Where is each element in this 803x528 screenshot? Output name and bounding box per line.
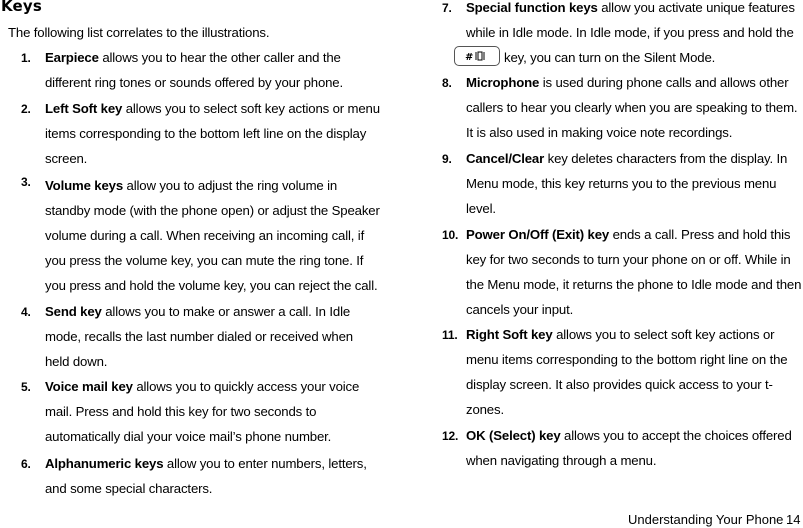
item-line: volume during a call. When receiving an incoming call, if [45,228,365,243]
item-number: 8. [442,76,452,90]
item-line: you press and hold the volume key, you can reject the call. [45,278,378,293]
list-item [0,70,797,145]
item-number: 4. [21,305,31,319]
item-line: # key, you can turn on the Silent Mode. [466,45,795,70]
item-line: It is also used in making voice note recordings. [466,125,733,140]
footer-section-title: Understanding Your Phone [628,512,784,527]
list-item [0,0,795,70]
item-number: 1. [21,51,31,65]
item-term: Left Soft key [45,101,123,116]
item-line: Power On/Off (Exit) key ends a call. Press and hold this [466,227,791,242]
item-term: Send key [45,304,102,319]
hash-vibrate-key-icon [454,46,500,66]
section-heading: Keys [1,0,43,15]
list-item [0,322,787,422]
page-number: 14 [786,512,801,527]
item-line: Volume keys allow you to adjust the ring volume in [45,178,338,193]
item-line: Alphanumeric keys allow you to enter numbers, letters, [45,456,367,471]
list-item [0,423,792,473]
item-line: callers to hear you clearly when you are speaking to them. [466,100,798,115]
intro-text: The following list correlates to the illustrations. [8,25,270,40]
item-line: held down. [45,354,108,369]
item-number: 5. [21,380,31,394]
item-line: display screen. It also provides quick access to your t- [466,377,773,392]
item-line: OK (Select) key allows you to accept the choices offered [466,428,792,443]
item-term: Voice mail key [45,379,133,394]
item-line: mail. Press and hold this key for two seconds to [45,404,317,419]
item-number: 9. [442,152,452,166]
item-line: Earpiece allows you to hear the other caller and the [45,50,341,65]
svg-text:#: # [465,52,472,63]
item-line: level. [466,201,496,216]
item-line: cancels your input. [466,302,574,317]
item-line: the Menu mode, it returns the phone to Idle mode and then [466,277,802,292]
item-term: Alphanumeric keys [45,456,164,471]
item-line: Microphone is used during phone calls and allows other [466,75,789,90]
item-line: standby mode (with the phone open) or adjust the Speaker [45,203,380,218]
list-item [0,222,801,322]
item-term: Cancel/Clear [466,151,545,166]
item-line: Special function keys allow you activate unique features [466,0,795,15]
item-line: Menu mode, this key returns you to the previous menu [466,176,777,191]
item-line: Voice mail key allows you to quickly access your voice [45,379,360,394]
item-number: 11. [442,328,458,342]
item-line: automatically dial your voice mail’s phone number. [45,429,332,444]
item-term: Earpiece [45,50,99,65]
item-line: menu items corresponding to the bottom right line on the [466,352,788,367]
item-term: Right Soft key [466,327,553,342]
item-term: Volume keys [45,178,124,193]
item-line: items corresponding to the bottom left line on the display [45,126,367,141]
item-number: 6. [21,457,31,471]
item-line: zones. [466,402,504,417]
item-line: you press the volume key, you can mute the ring tone. If [45,253,364,268]
item-number: 3. [21,175,31,189]
item-term: Power On/Off (Exit) key [466,227,610,242]
item-line: Left Soft key allows you to select soft key actions or menu [45,101,380,116]
item-line: and some special characters. [45,481,213,496]
item-number: 12. [442,429,459,443]
list-item [0,146,787,221]
item-line: key for two seconds to turn your phone on or off. While in [466,252,791,267]
item-line: screen. [45,151,88,166]
item-line: Cancel/Clear key deletes characters from the display. In [466,151,788,166]
item-line: Right Soft key allows you to select soft key actions or [466,327,775,342]
item-number: 2. [21,102,31,116]
item-line: mode, recalls the last number dialed or received when [45,329,353,344]
item-line: when navigating through a menu. [466,453,657,468]
item-number: 10. [442,228,459,242]
item-term: Microphone [466,75,540,90]
item-line: Send key allows you to make or answer a call. In Idle [45,304,351,319]
item-line: different ring tones or sounds offered by your phone. [45,75,344,90]
item-number: 7. [442,1,452,15]
item-line: while in Idle mode. In Idle mode, if you press and hold the [466,25,794,40]
item-term: OK (Select) key [466,428,561,443]
item-term: Special function keys [466,0,598,15]
